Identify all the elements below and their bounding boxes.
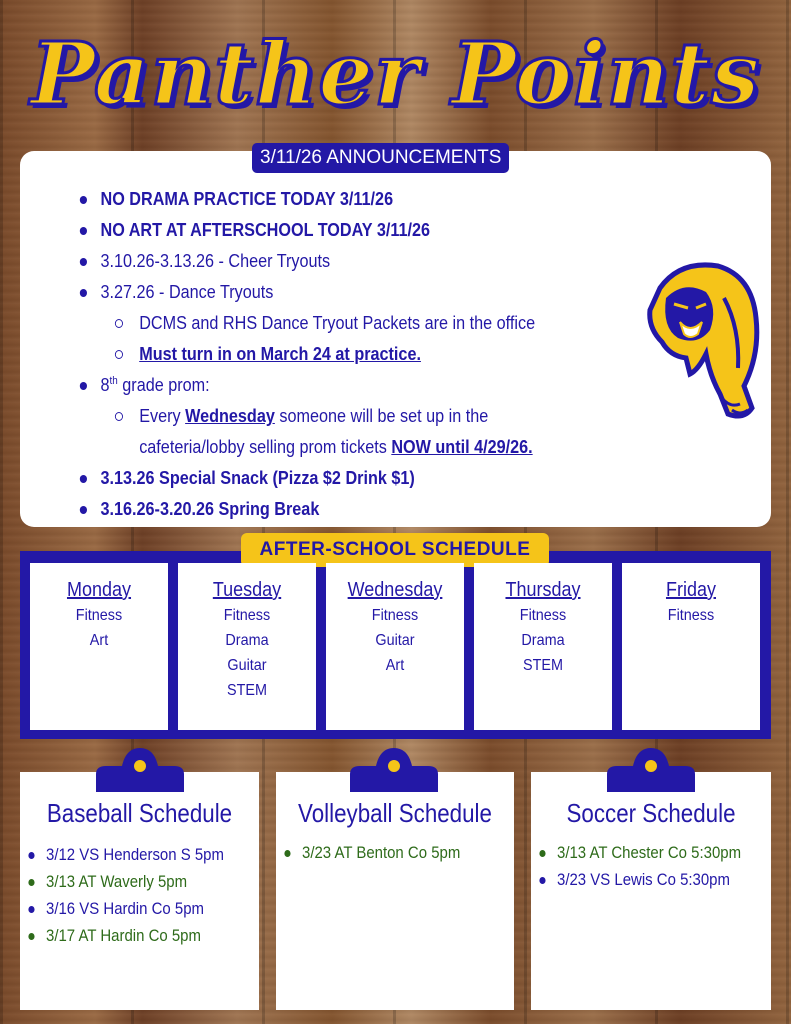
day-column-wednesday — [326, 563, 464, 730]
sport-game-list — [531, 839, 771, 893]
prom-grade-suffix: th — [109, 375, 118, 387]
clipboard-clip-icon — [346, 744, 442, 792]
announcements-list — [78, 184, 638, 525]
panther-icon — [640, 258, 762, 424]
day-column-tuesday — [178, 563, 316, 730]
announcement-prom — [78, 370, 582, 401]
day-column-thursday — [474, 563, 612, 730]
page-title-text: Panther Points — [30, 23, 761, 125]
day-name: Tuesday — [212, 579, 282, 601]
day-activity: Art — [89, 632, 109, 649]
game-item: 3/13 AT Waverly 5pm — [46, 868, 233, 895]
announcements-date-tag: 3/11/26 ANNOUNCEMENTS — [252, 143, 509, 173]
day-activity: Guitar — [227, 657, 267, 674]
day-activity: Fitness — [371, 607, 419, 624]
announcement-art: NO ART AT AFTERSCHOOL TODAY 3/11/26 — [78, 215, 582, 246]
announcement-dance-packets: DCMS and RHS Dance Tryout Packets are in the office — [78, 308, 582, 339]
announcement-dance-deadline: Must turn in on March 24 at practice. — [78, 339, 582, 370]
sport-game-list — [276, 839, 514, 866]
day-activity: Drama — [521, 632, 565, 649]
after-school-schedule-tag: AFTER-SCHOOL SCHEDULE — [241, 533, 549, 567]
day-name: Friday — [665, 579, 717, 601]
game-item: 3/17 AT Hardin Co 5pm — [46, 922, 233, 949]
prom-grade-number: 8 — [100, 375, 110, 395]
game-item: 3/23 VS Lewis Co 5:30pm — [557, 866, 745, 893]
game-item: 3/16 VS Hardin Co 5pm — [46, 895, 233, 922]
game-item: 3/12 VS Henderson S 5pm — [46, 841, 233, 868]
prom-text-cafeteria: cafeteria/lobby selling prom tickets — [139, 437, 392, 457]
announcement-prom-tickets-line2 — [78, 432, 582, 463]
day-name: Thursday — [505, 579, 581, 601]
volleyball-schedule-card — [276, 772, 514, 1010]
sport-title: Soccer Schedule — [566, 798, 736, 828]
sport-title: Baseball Schedule — [46, 798, 233, 828]
day-name: Wednesday — [347, 579, 443, 601]
day-column-monday — [30, 563, 168, 730]
soccer-schedule-card — [531, 772, 771, 1010]
prom-text-deadline: NOW until 4/29/26. — [391, 437, 533, 457]
clipboard-clip-icon — [92, 744, 188, 792]
clipboard-clip-icon — [603, 744, 699, 792]
day-activity: Fitness — [667, 607, 715, 624]
game-item: 3/13 AT Chester Co 5:30pm — [557, 839, 745, 866]
day-activity: STEM — [226, 682, 267, 699]
day-activity: Drama — [225, 632, 269, 649]
announcement-snack: 3.13.26 Special Snack (Pizza $2 Drink $1) — [78, 463, 582, 494]
announcement-drama: NO DRAMA PRACTICE TODAY 3/11/26 — [78, 184, 582, 215]
day-name: Monday — [66, 579, 132, 601]
announcement-cheer: 3.10.26-3.13.26 - Cheer Tryouts — [78, 246, 582, 277]
announcement-spring-break: 3.16.26-3.20.26 Spring Break — [78, 494, 582, 525]
day-column-friday — [622, 563, 760, 730]
prom-text-wednesday: Wednesday — [185, 406, 275, 426]
page-title — [0, 4, 791, 144]
baseball-schedule-card — [20, 772, 259, 1010]
day-activity: Guitar — [375, 632, 415, 649]
day-activity: Art — [385, 657, 405, 674]
day-activity: Fitness — [223, 607, 271, 624]
prom-text-every: Every — [139, 406, 186, 426]
announcement-dance: 3.27.26 - Dance Tryouts — [78, 277, 582, 308]
day-activity: STEM — [522, 657, 563, 674]
game-item: 3/23 AT Benton Co 5pm — [302, 839, 489, 866]
prom-grade-text: grade prom: — [117, 375, 210, 395]
sport-game-list — [20, 841, 259, 949]
prom-text-setup: someone will be set up in the — [274, 406, 489, 426]
announcement-prom-tickets-line1 — [78, 401, 582, 432]
day-activity: Fitness — [519, 607, 567, 624]
sport-title: Volleyball Schedule — [298, 798, 492, 828]
day-activity: Fitness — [75, 607, 123, 624]
